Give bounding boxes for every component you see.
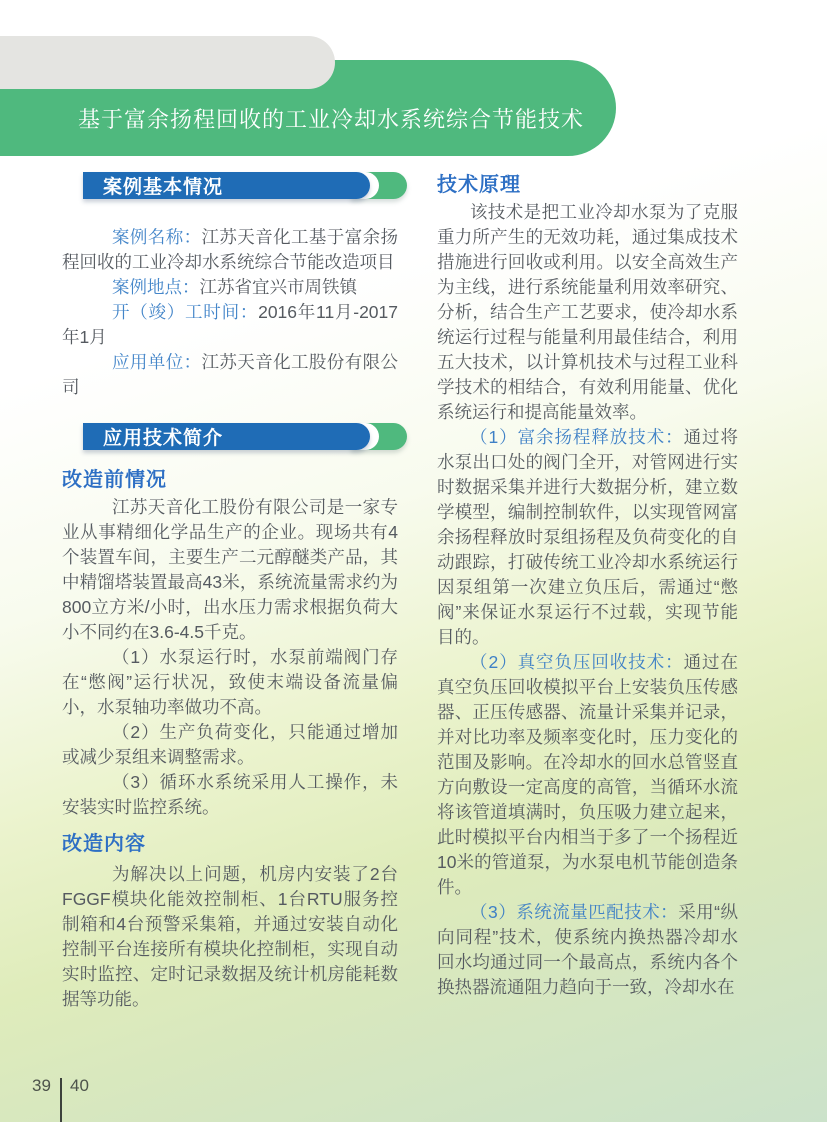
page-number-right: 40 (70, 1076, 89, 1095)
tech-item-label: （3）系统流量匹配技术： (470, 902, 679, 922)
section-heading-tech-principle: 技术原理 (437, 174, 521, 196)
tech-item (437, 650, 738, 900)
paragraph: （1）水泵运行时，水泵前端阀门存在“憋阀”运行状况，致使末端设备流量偏小，水泵轴功率做功不高。 (62, 647, 398, 717)
section-heading-retrofit-content: 改造内容 (62, 833, 146, 855)
right-column (437, 0, 738, 1000)
page-number-left: 39 (32, 1076, 51, 1095)
tech-item (437, 900, 738, 1000)
left-column (62, 0, 398, 1012)
info-label: 应用单位： (112, 352, 202, 372)
info-value: 江苏天音化工股份有限公司 (62, 352, 398, 397)
banner-label: 案例基本情况 (83, 172, 370, 199)
page-title: 基于富余扬程回收的工业冷却水系统综合节能技术 (78, 107, 585, 132)
tech-item-label: （1）富余扬程释放技术： (470, 427, 684, 447)
footer-divider (60, 1078, 62, 1122)
info-label: 案例地点： (112, 277, 200, 297)
tech-item (437, 425, 738, 650)
case-info-item (62, 350, 398, 400)
tech-item-text: 通过将水泵出口处的阀门全开，对管网进行实时数据采集并进行大数据分析，建立数学模型，编制控制软件，以实现管网富余扬程释放时泵组扬程及负荷变化的自动跟踪，打破传统工业冷却水系统运行因泵组第一次建立负压后，需通过“憋阀”来保证水泵运行不过载，实现节能目的。 (437, 427, 739, 647)
section-banner-case-info (83, 172, 407, 199)
banner-label: 应用技术简介 (83, 423, 370, 450)
paragraph: 为解决以上问题，机房内安装了2台FGGF模块化能效控制柜、1台RTU服务控制箱和4台预警采集箱，并通过安装自动化控制平台连接所有模块化控制柜，实现自动实时监控、定时记录数据及统计机房能耗数据等功能。 (62, 864, 398, 1009)
case-info-item (62, 300, 398, 350)
section-heading-before-retrofit: 改造前情况 (62, 469, 167, 491)
info-value: 江苏省宜兴市周铁镇 (199, 277, 357, 297)
paragraph: 江苏天音化工股份有限公司是一家专业从事精细化学品生产的企业。现场共有4个装置车间，主要生产二元醇醚类产品，其中精馏塔装置最高43米，系统流量需求约为800立方米/小时，出水压力需求根据负荷大小不同约在3.6-4.5千克。 (62, 497, 398, 642)
info-value: 江苏天音化工基于富余扬程回收的工业冷却水系统综合节能改造项目 (62, 227, 398, 272)
case-info-item (62, 225, 398, 275)
paragraph: （2）生产负荷变化，只能通过增加或减少泵组来调整需求。 (62, 722, 398, 767)
tech-item-label: （2）真空负压回收技术： (470, 652, 684, 672)
case-info-item (62, 275, 398, 300)
case-info-block (62, 225, 398, 400)
info-label: 开（竣）工时间： (112, 302, 259, 322)
section-banner-applied-tech (83, 423, 407, 450)
info-label: 案例名称： (112, 227, 202, 247)
info-value: 2016年11月-2017年1月 (62, 302, 398, 347)
paragraph: （3）循环水系统采用人工操作，未安装实时监控系统。 (62, 772, 398, 817)
paragraph: 该技术是把工业冷却水泵为了克服重力所产生的无效功耗，通过集成技术措施进行回收或利用。以安全高效生产为主线，进行系统能量利用效率研究、分析，结合生产工艺要求，使冷却水系统运行过程与能量利用最佳结合，利用五大技术，以计算机技术与过程工业科学技术的相结合，有效利用能量、优化系统运行和提高能量效率。 (437, 202, 738, 422)
tech-item-text: 采用“纵向同程”技术，使系统内换热器冷却水回水均通过同一个最高点，系统内各个换热器流通阻力趋向于一致，冷却水在 (437, 902, 739, 997)
tech-item-text: 通过在真空负压回收模拟平台上安装负压传感器、正压传感器、流量计采集并记录，并对比功率及频率变化时，压力变化的范围及影响。在冷却水的回水总管竖直方向敷设一定高度的高管，当循环水流将该管道填满时，负压吸力建立起来，此时模拟平台内相当于多了一个扬程近10米的管道泵，为水泵电机节能创造条件。 (437, 652, 739, 897)
